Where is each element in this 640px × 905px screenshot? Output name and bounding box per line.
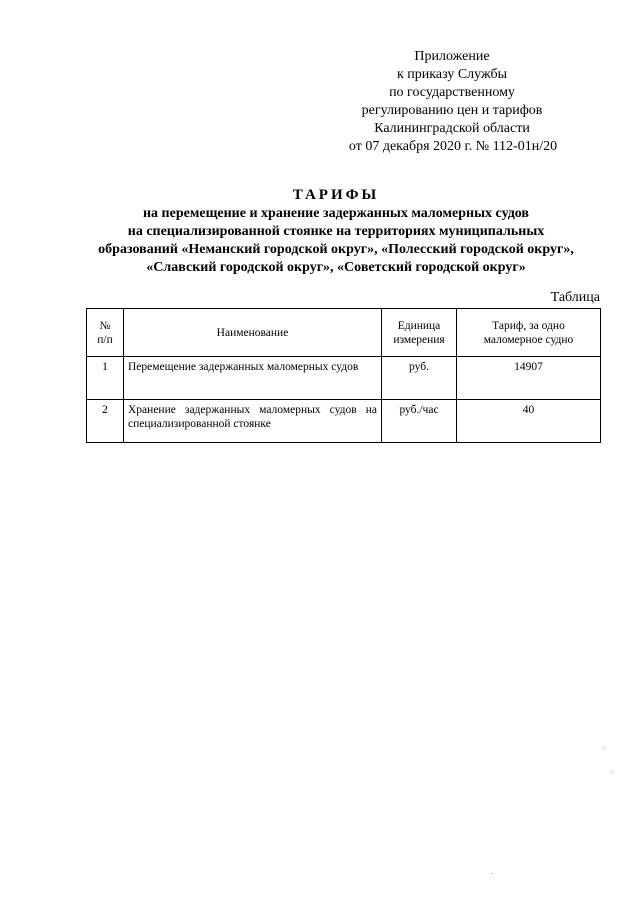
row-number: 2 [87, 400, 124, 443]
appendix-line: Приложение [414, 49, 490, 64]
header-number [87, 309, 124, 357]
header-tariff-line1: Тариф, за одно [492, 319, 565, 332]
row-unit: руб. [382, 357, 457, 400]
document-subtitle-line: «Славский городской округ», «Советский городской округ» [146, 260, 526, 275]
header-tariff-line2: маломерное судно [483, 333, 574, 346]
document-subtitle-line: образований «Неманский городской округ», «Полесский городской округ», [98, 242, 574, 257]
table-row [87, 400, 601, 443]
header-unit-line1: Единица [397, 319, 441, 332]
document-subtitle-line: на специализированной стоянке на территориях муниципальных [127, 224, 545, 239]
row-tariff: 40 [457, 400, 601, 443]
row-number: 1 [87, 357, 124, 400]
header-tariff [457, 309, 601, 357]
scan-speck [612, 772, 613, 773]
appendix-line: регулированию цен и тарифов [361, 103, 543, 118]
table-caption: Таблица [550, 290, 600, 305]
appendix-line: Калининградской области [374, 121, 530, 136]
header-unit-line2: измерения [393, 333, 445, 346]
row-name: Хранение задержанных маломерных судов на специализированной стоянке [124, 400, 382, 443]
scan-speck [492, 873, 493, 874]
row-unit: руб./час [382, 400, 457, 443]
row-name: Перемещение задержанных маломерных судов [124, 357, 382, 400]
row-tariff: 14907 [457, 357, 601, 400]
header-name [124, 309, 382, 357]
header-unit [382, 309, 457, 357]
tariffs-table [86, 308, 601, 443]
appendix-block [322, 48, 582, 156]
document-title-block [70, 186, 602, 277]
table-row [87, 357, 601, 400]
table-header-row [87, 309, 601, 357]
appendix-line: по государственному [389, 85, 515, 100]
header-number-abbr: п/п [97, 333, 113, 346]
document-subtitle-line: на перемещение и хранение задержанных маломерных судов [142, 206, 529, 221]
scan-speck [604, 748, 605, 749]
document-title: ТАРИФЫ [292, 187, 380, 203]
header-name-label: Наименование [216, 326, 289, 339]
appendix-line: к приказу Службы [397, 67, 507, 82]
header-number-symbol: № [99, 319, 111, 332]
appendix-order-date: от 07 декабря 2020 г. № 112-01н/20 [348, 139, 558, 154]
